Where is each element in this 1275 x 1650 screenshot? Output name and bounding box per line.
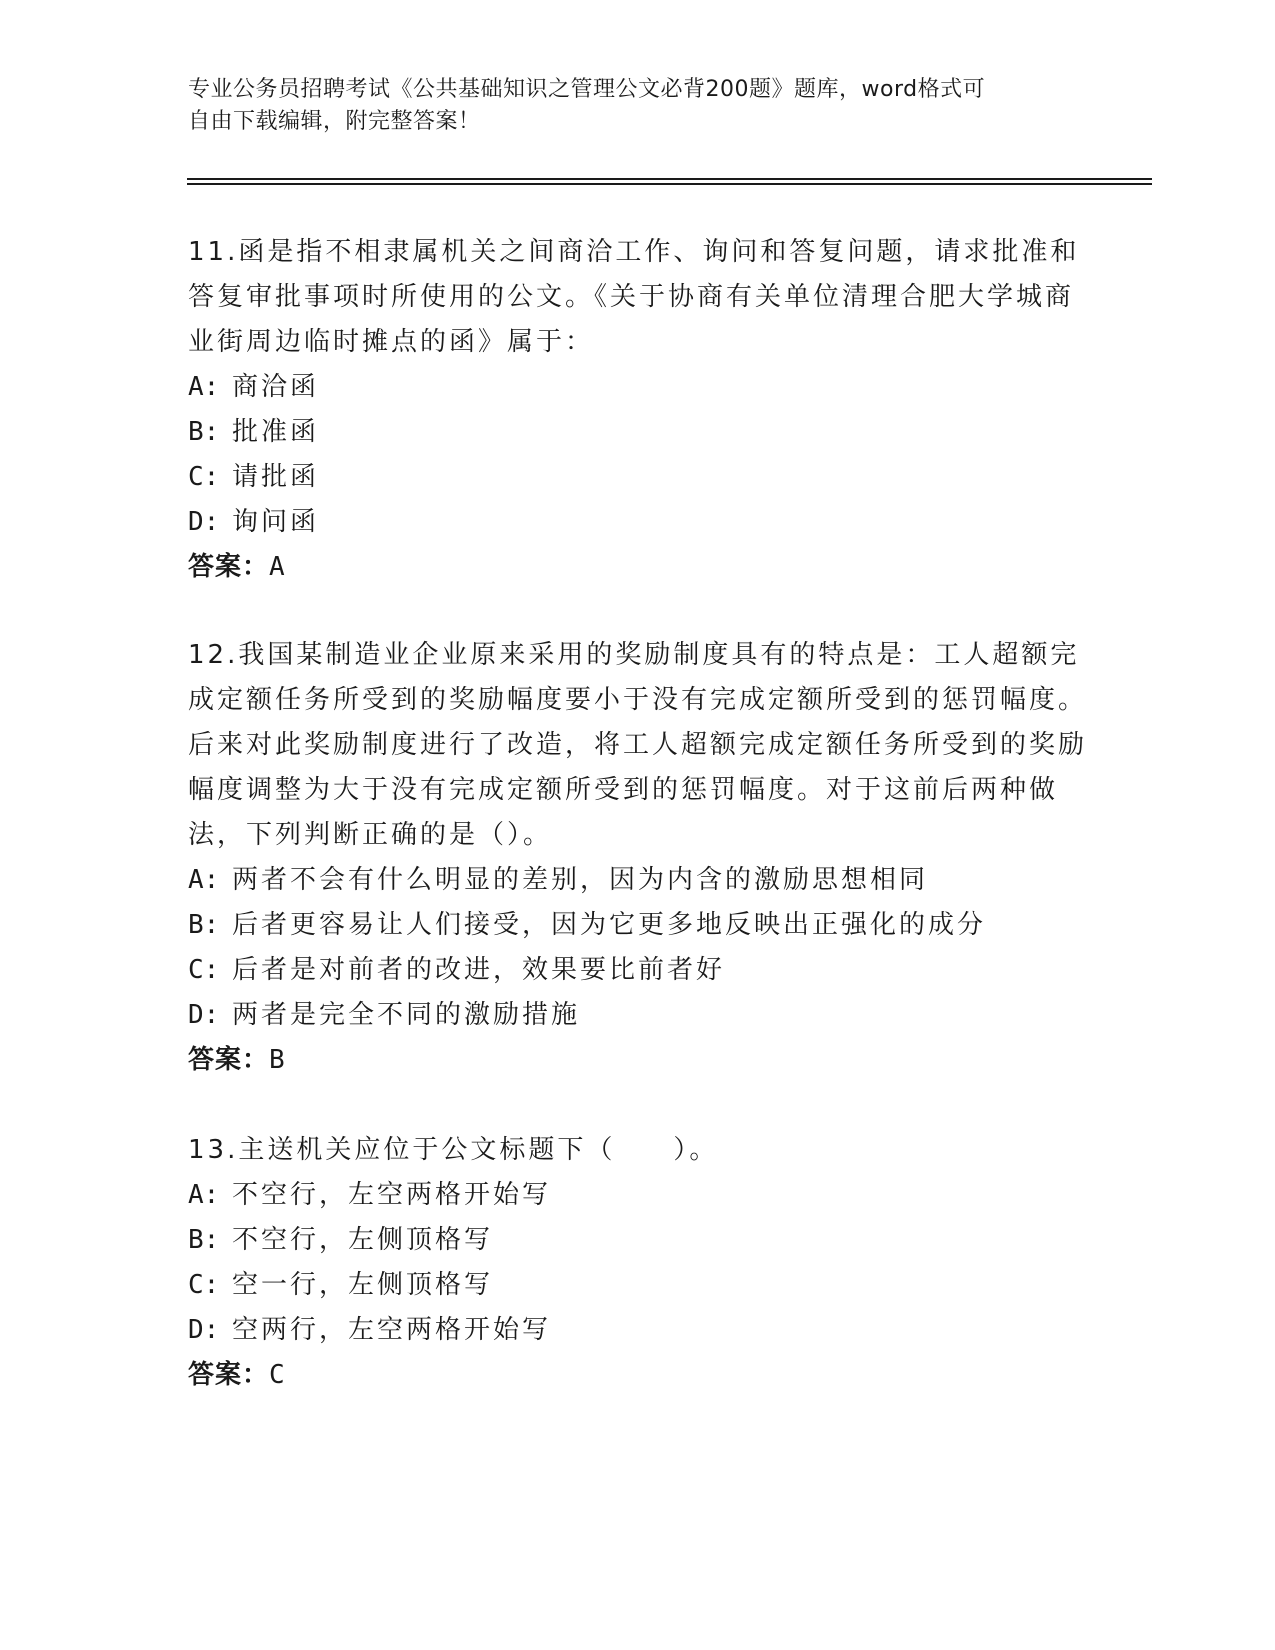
option-text: 后者是对前者的改进，效果要比前者好 — [232, 955, 726, 985]
option-text: 询问函 — [232, 507, 320, 537]
option-text: 不空行，左侧顶格写 — [232, 1225, 494, 1255]
answer-line — [188, 1353, 1088, 1398]
option-text: 两者是完全不同的激励措施 — [232, 1000, 581, 1030]
option-a — [188, 1173, 1088, 1218]
question-stem: 13.主送机关应位于公文标题下（ ）。 — [188, 1135, 719, 1165]
option-key: B: — [188, 1225, 220, 1255]
answer-line — [188, 1038, 1088, 1083]
option-text: 批准函 — [232, 417, 320, 447]
option-key: A: — [188, 372, 220, 402]
answer-label: 答案： — [188, 1045, 270, 1075]
option-a — [188, 858, 1088, 903]
option-d — [188, 500, 1088, 545]
option-key: D: — [188, 507, 220, 537]
option-b — [188, 1218, 1088, 1263]
option-b — [188, 410, 1088, 455]
answer-value: C — [269, 1360, 286, 1390]
option-key: D: — [188, 1315, 220, 1345]
answer-value: B — [269, 1045, 286, 1075]
option-text: 空两行，左空两格开始写 — [232, 1315, 552, 1345]
option-key: A: — [188, 1180, 220, 1210]
option-key: D: — [188, 1000, 220, 1030]
option-text: 不空行，左空两格开始写 — [232, 1180, 552, 1210]
option-c — [188, 455, 1088, 500]
option-d — [188, 993, 1088, 1038]
header-divider-bottom — [187, 183, 1152, 185]
answer-label: 答案： — [188, 552, 270, 582]
option-text: 空一行，左侧顶格写 — [232, 1270, 494, 1300]
option-c — [188, 1263, 1088, 1308]
header-line-1: 专业公务员招聘考试《公共基础知识之管理公文必背200题》题库，word格式可 — [188, 77, 986, 102]
question-11 — [188, 230, 1088, 590]
option-key: C: — [188, 955, 220, 985]
option-text: 商洽函 — [232, 372, 320, 402]
question-13 — [188, 1128, 1088, 1398]
option-text: 请批函 — [232, 462, 320, 492]
option-key: C: — [188, 1270, 220, 1300]
question-12 — [188, 633, 1088, 1083]
option-c — [188, 948, 1088, 993]
option-b — [188, 903, 1088, 948]
option-key: A: — [188, 865, 220, 895]
option-key: B: — [188, 417, 220, 447]
option-d — [188, 1308, 1088, 1353]
answer-label: 答案： — [188, 1360, 270, 1390]
answer-line — [188, 545, 1088, 590]
option-text: 后者更容易让人们接受，因为它更多地反映出正强化的成分 — [232, 910, 987, 940]
option-text: 两者不会有什么明显的差别，因为内含的激励思想相同 — [232, 865, 929, 895]
option-key: B: — [188, 910, 220, 940]
header-line-2: 自由下载编辑，附完整答案！ — [188, 109, 481, 134]
header-divider-top — [187, 178, 1152, 180]
question-stem: 11.函是指不相隶属机关之间商洽工作、询问和答复问题，请求批准和答复审批事项时所使用的公文。《关于协商有关单位清理合肥大学城商业街周边临时摊点的函》属于： — [188, 237, 1080, 357]
option-key: C: — [188, 462, 220, 492]
option-a — [188, 365, 1088, 410]
document-header — [188, 74, 1068, 138]
answer-value: A — [269, 552, 286, 582]
question-stem: 12.我国某制造业企业原来采用的奖励制度具有的特点是：工人超额完成定额任务所受到的奖励幅度要小于没有完成定额所受到的惩罚幅度。后来对此奖励制度进行了改造，将工人超额完成定额任务所受到的奖励幅度调整为大于没有完成定额所受到的惩罚幅度。对于这前后两种做法，下列判断正确的是（）。 — [188, 640, 1088, 850]
